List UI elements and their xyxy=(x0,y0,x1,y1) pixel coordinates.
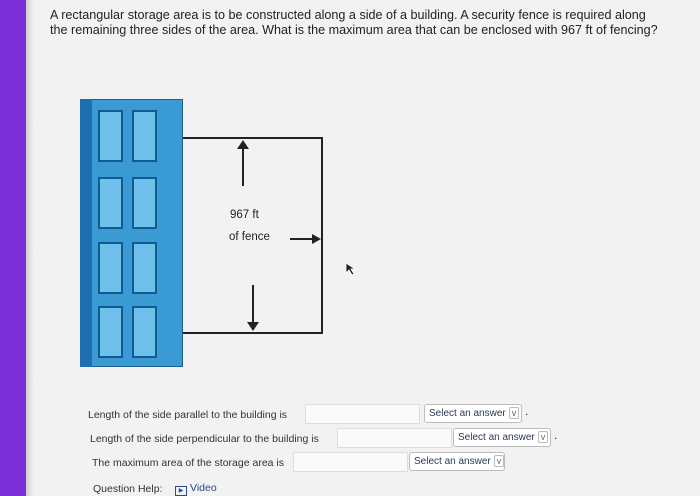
building-side xyxy=(80,99,92,367)
arrowhead-up-icon xyxy=(237,140,249,149)
video-help-link[interactable] xyxy=(175,482,217,495)
play-icon: ▶ xyxy=(175,486,187,496)
arrowhead-down-icon xyxy=(247,322,259,331)
building-window xyxy=(132,306,157,358)
sentence-period: . xyxy=(525,404,529,418)
chevron-down-icon: v xyxy=(509,407,520,419)
building-window xyxy=(98,306,123,358)
select-value: Select an answer xyxy=(414,456,491,467)
perpendicular-side-label: Length of the side perpendicular to the building is xyxy=(90,433,319,445)
building-window xyxy=(132,242,157,294)
chevron-down-icon: v xyxy=(494,455,505,467)
question-text: A rectangular storage area is to be constructed along a side of a building. A security fence is required along the remaining three sides of the area. What is the maximum area that can be enclosed with 967 ft of fencing? xyxy=(50,8,658,37)
building-window xyxy=(98,177,123,229)
arrow-right-icon xyxy=(290,238,314,240)
max-area-label: The maximum area of the storage area is xyxy=(92,457,285,469)
parallel-side-answer-box[interactable] xyxy=(305,404,420,424)
parallel-side-label: Length of the side parallel to the building is xyxy=(88,409,288,421)
arrow-up-icon xyxy=(242,146,244,186)
parallel-side-select[interactable] xyxy=(424,404,522,423)
arrow-down-icon xyxy=(252,285,254,325)
building-window xyxy=(98,242,123,294)
video-link-text: Video xyxy=(190,482,217,494)
fence-length-label: 967 ft xyxy=(230,209,259,221)
select-value: Select an answer xyxy=(458,432,535,443)
perpendicular-side-select[interactable] xyxy=(453,428,551,447)
building-window xyxy=(132,177,157,229)
max-area-select[interactable] xyxy=(409,452,505,471)
arrowhead-right-icon xyxy=(312,234,321,244)
cursor-icon xyxy=(345,262,357,276)
max-area-answer-box[interactable] xyxy=(293,452,408,472)
building-window xyxy=(98,110,123,162)
select-value: Select an answer xyxy=(429,408,506,419)
question-help-label: Question Help: xyxy=(93,483,163,495)
fence-label-suffix: of fence xyxy=(229,231,270,243)
sentence-period: . xyxy=(554,428,558,442)
chevron-down-icon: v xyxy=(538,431,549,443)
perpendicular-side-answer-box[interactable] xyxy=(337,428,452,448)
